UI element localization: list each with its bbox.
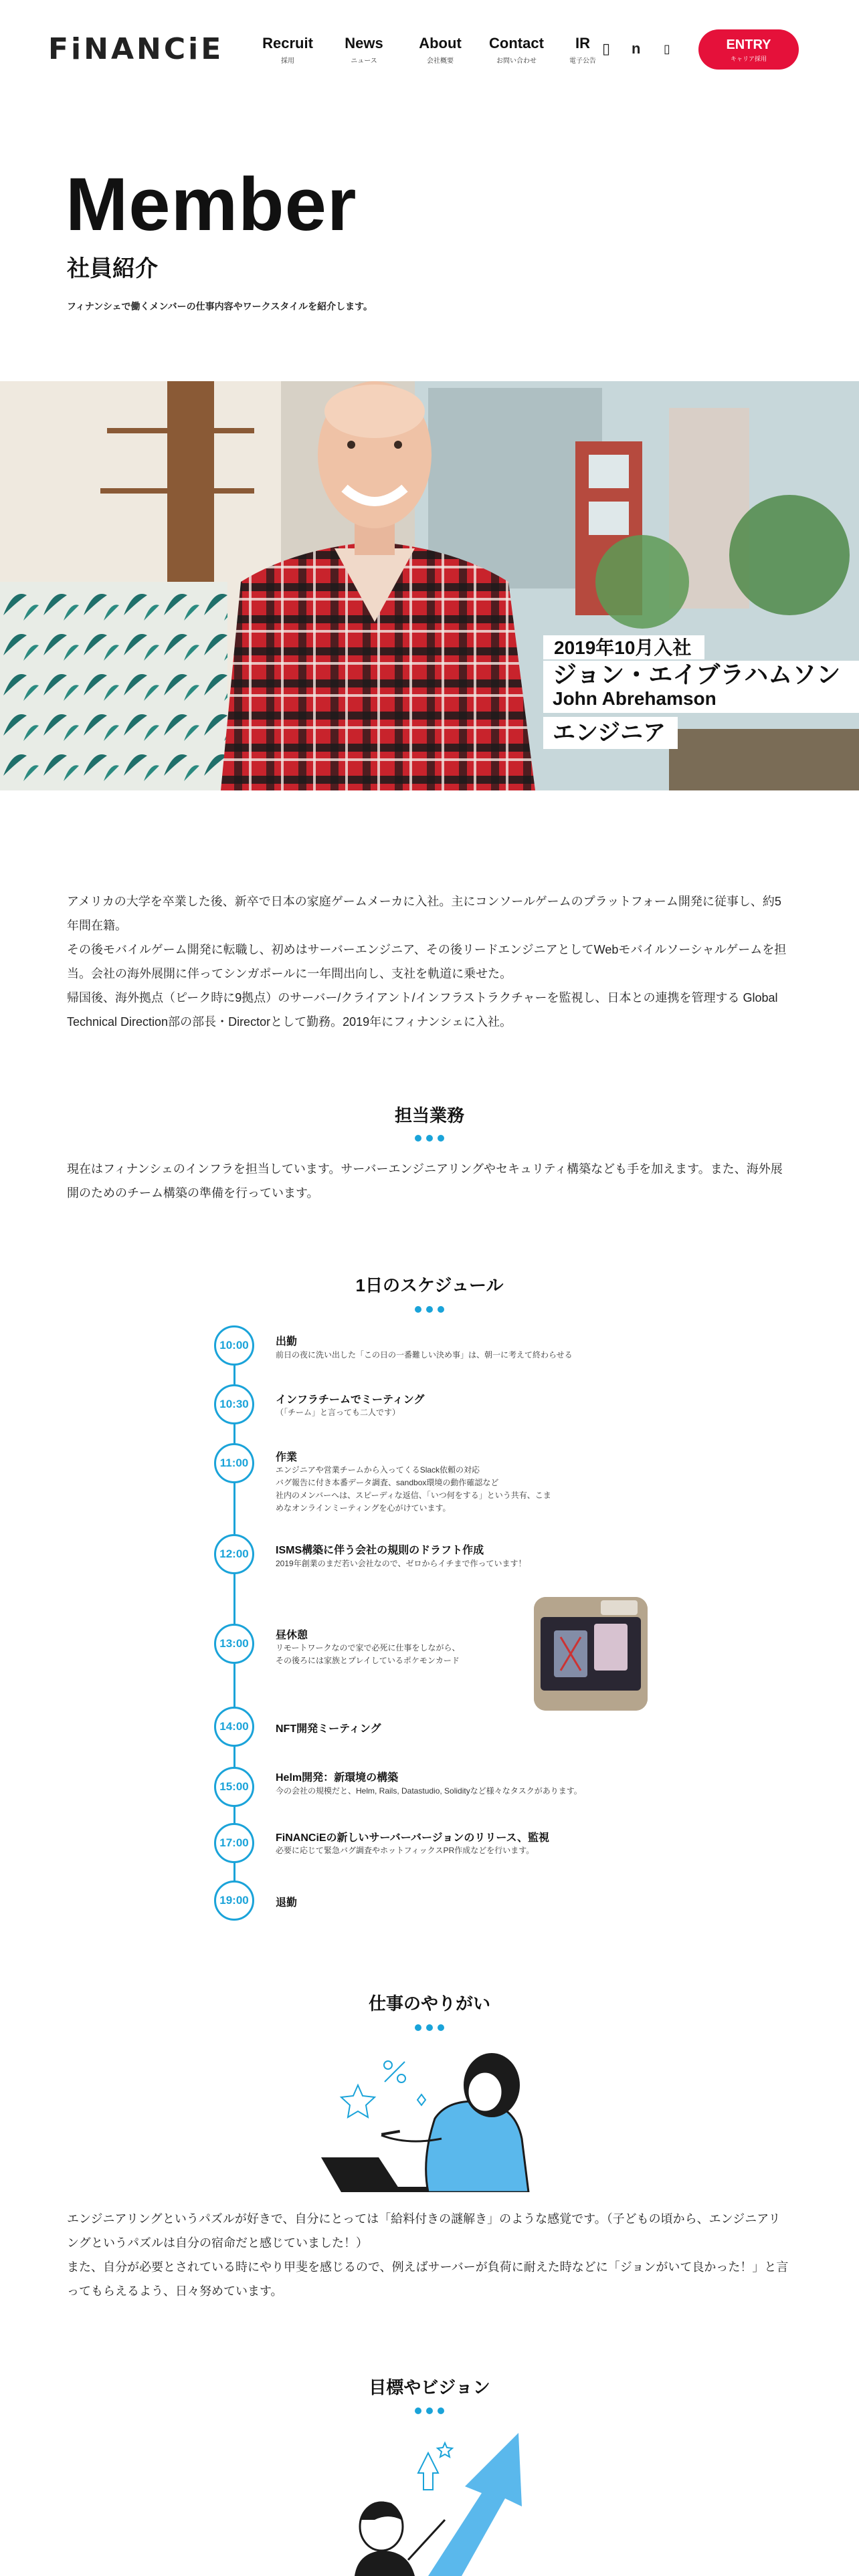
nav-sublabel: 採用: [281, 58, 294, 65]
entry-label: ENTRY: [726, 37, 771, 52]
name-badge: [543, 661, 859, 713]
bio-paragraph: 帰国後、海外拠点（ピーク時に9拠点）のサーバー/クライアント/インフラストラクチャーを監視し、日本との連携を管理する Global Technical Direction部の部長・Directorとして勤務。2019年にフィナンシェに入社。: [67, 991, 778, 1029]
nav-sublabel: お問い合わせ: [496, 58, 537, 65]
schedule-title: 1日のスケジュール: [355, 1275, 504, 1295]
nav-contact[interactable]: [483, 35, 550, 65]
page-subtitle: 社員紹介: [67, 256, 158, 282]
member-name-en: John Abrehamson: [553, 688, 717, 709]
nav-label: IR: [575, 35, 590, 51]
bio-paragraph: その後モバイルゲーム開発に転職し、初めはサーバーエンジニア、その後リードエンジニアとしてWebモバイルソーシャルゲームを担当。会社の海外展開に伴ってシンガポールに一年間出向し、支社を軌道に乗せた。: [67, 943, 787, 980]
schedule-item-title: 昼休憩: [276, 1630, 308, 1641]
join-date-badge: 2019年10月入社: [543, 635, 704, 659]
schedule-item-desc: 必要に応じて緊急バグ調査やホットフィックスPR作成などを行います。: [276, 1846, 535, 1855]
twitter-icon[interactable]: ▯: [602, 40, 611, 57]
schedule-item-title: 退勤: [276, 1897, 298, 1909]
page-title: Member: [66, 163, 357, 246]
schedule-item-title: インフラチームでミーティング: [276, 1394, 425, 1406]
puzzle-work-illustration: [314, 2038, 542, 2192]
schedule-item-title: ISMS構築に伴う会社の規則のドラフト作成: [276, 1545, 484, 1556]
duties-text: 現在はフィナンシェのインフラを担当しています。サーバーエンジニアリングやセキュリティ構築なども手を加えます。また、海外展開のためのチーム構築の準備を行っています。: [67, 1162, 783, 1200]
role-badge: エンジニア: [543, 717, 678, 749]
pokemon-card-illustration: [534, 1597, 648, 1711]
time-badge: 13:00: [214, 1624, 254, 1664]
motivation-title: 仕事のやりがい: [368, 1994, 490, 2014]
nav-label: About: [419, 35, 462, 51]
time-badge: 15:00: [214, 1767, 254, 1807]
logo[interactable]: [48, 32, 223, 66]
pokemon-card-photo: [534, 1597, 648, 1711]
schedule-item-desc: 今の会社の規模だと、Helm, Rails, Datastudio, Solidityなど様々なタスクがあります。: [276, 1786, 582, 1796]
time-badge: 10:00: [214, 1325, 254, 1366]
duties-title: 担当業務: [394, 1105, 464, 1125]
vision-title: 目標やビジョン: [369, 2377, 490, 2397]
section-dots: [415, 2024, 444, 2031]
schedule-item-desc: （「チーム」と言っても二人です）: [276, 1408, 401, 1417]
time-badge: 11:00: [214, 1443, 254, 1483]
schedule-item-title: NFT開発ミーティング: [276, 1723, 381, 1735]
schedule-item-title: FiNANCiEの新しいサーバーバージョンのリリース、監視: [276, 1832, 549, 1844]
entry-button[interactable]: [698, 29, 799, 70]
time-badge: 17:00: [214, 1823, 254, 1863]
nav-label: Contact: [489, 35, 544, 51]
time-badge: 19:00: [214, 1881, 254, 1921]
nav-ir[interactable]: [559, 35, 606, 65]
section-dots: [415, 2407, 444, 2414]
member-photo-illustration: [0, 381, 859, 790]
schedule-item-title: 作業: [276, 1452, 298, 1463]
time-badge: 12:00: [214, 1534, 254, 1574]
nav-label: News: [345, 35, 383, 51]
facebook-icon[interactable]: ▯: [664, 42, 670, 56]
motivation-paragraph: また、自分が必要とされている時にやり甲斐を感じるので、例えばサーバーが負荷に耐えた時などに「ジョンがいて良かった！」と言ってもらえるよう、日々努めています。: [67, 2260, 789, 2298]
nav-recruit[interactable]: [254, 35, 321, 65]
schedule-item-title: Helm開発：新環境の構築: [276, 1772, 399, 1784]
page-lead: フィナンシェで働くメンバーの仕事内容やワークスタイルを紹介します。: [67, 301, 373, 312]
logo-text: FiNANCiE: [48, 32, 224, 66]
motivation-text: [67, 2207, 792, 2303]
nav-sublabel: ニュース: [351, 58, 377, 65]
nav-about[interactable]: [407, 35, 474, 65]
nav-label: Recruit: [262, 35, 313, 51]
time-badge: 14:00: [214, 1707, 254, 1747]
member-name-ja: ジョン・エイブラハムソン: [553, 661, 841, 688]
motivation-paragraph: エンジニアリングというパズルが好きで、自分にとっては「給料付きの謎解き」のような感覚です。（子どもの頃から、エンジニアリングというパズルは自分の宿命だと感じていました！）: [67, 2212, 781, 2250]
member-photo: [0, 381, 859, 790]
section-dots: [415, 1306, 444, 1313]
timeline-line: [233, 1346, 235, 1901]
main-nav: [254, 35, 615, 65]
vision-arrow-illustration: [328, 2420, 529, 2576]
member-bio: [67, 889, 792, 1034]
nav-news[interactable]: [330, 35, 397, 65]
time-badge: 10:30: [214, 1384, 254, 1424]
schedule-item-desc: エンジニアや営業チームから入ってくるSlack依頼の対応 バグ報告に付き本番データ調査、sandbox環境の動作確認など 社内のメンバーへは、スピーディな返信、「いつ何をする」という共有、こま めなオンラインミーティングを心がけています。: [276, 1465, 551, 1513]
entry-sublabel: キャリア採用: [730, 56, 767, 62]
section-dots: [415, 1135, 444, 1142]
bio-paragraph: アメリカの大学を卒業した後、新卒で日本の家庭ゲームメーカに入社。主にコンソールゲームのプラットフォーム開発に従事し、約5年間在籍。: [67, 895, 781, 932]
site-header: [0, 0, 859, 100]
schedule-item-desc: 2019年創業のまだ若い会社なので、ゼロからイチまで作っています！: [276, 1559, 527, 1568]
nav-sublabel: 会社概要: [427, 58, 454, 65]
schedule-item-title: 出勤: [276, 1336, 298, 1348]
note-icon[interactable]: n: [632, 40, 641, 57]
schedule-item-desc: リモートワークなので家で必死に仕事をしながら、 その後ろには家族とプレイしているポケモンカード: [276, 1643, 460, 1665]
nav-sublabel: 電子公告: [569, 58, 596, 65]
schedule-item-desc: 前日の夜に洗い出した「この日の一番難しい決め事」は、朝一に考えて終わらせる: [276, 1350, 573, 1360]
